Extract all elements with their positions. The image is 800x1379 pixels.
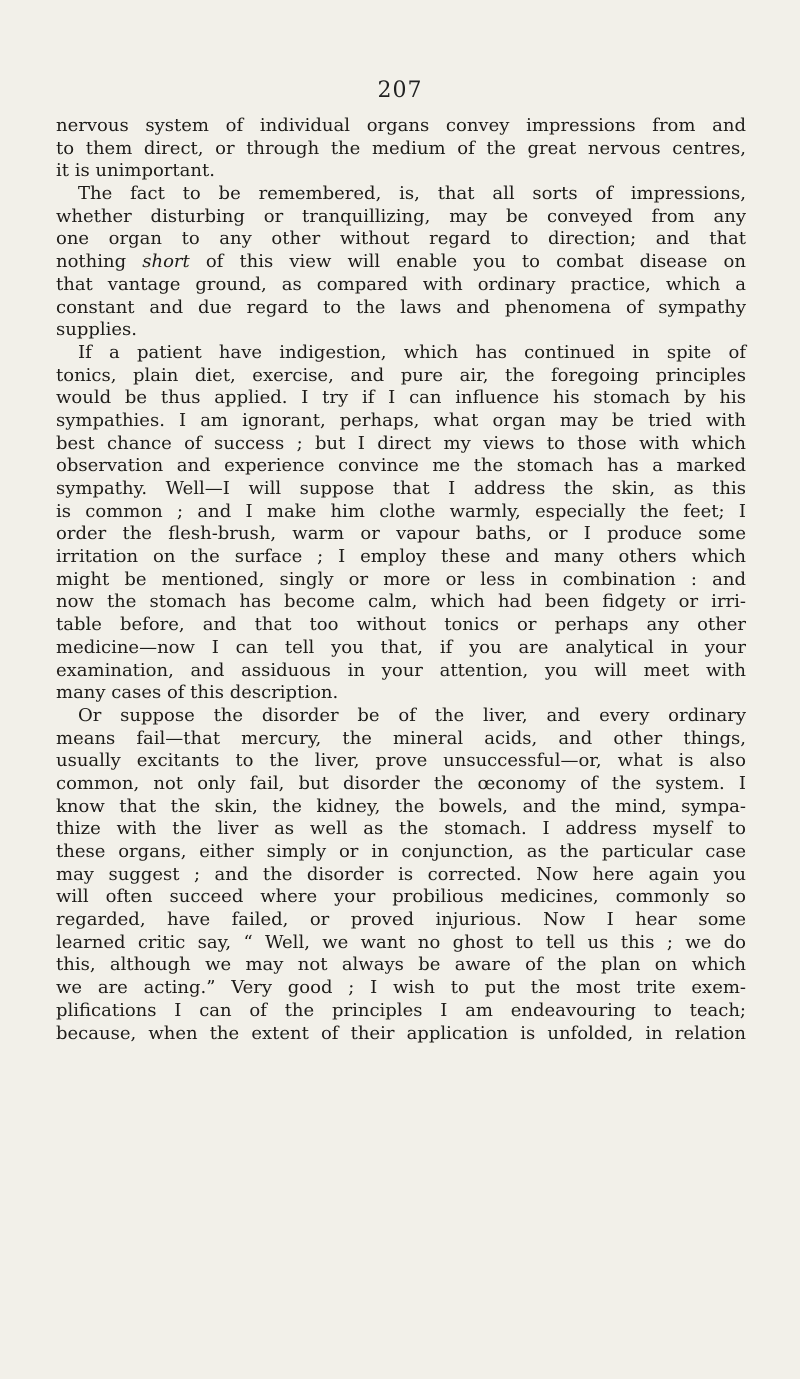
page-number: 207 [377,78,423,103]
text-line: will often succeed where your probilious medicines, commonly so [56,886,746,908]
text-span: nothing [56,251,143,273]
text-line: that vantage ground, as compared with ordinary practice, which a [56,273,746,295]
text-line: means fail—that mercury, the mineral acids, and other things, [56,727,746,749]
text-line: plifications I can of the principles I am endeavouring to teach; [56,999,746,1021]
text-line: order the flesh-brush, warm or vapour baths, or I produce some [56,523,746,545]
text-line: know that the skin, the kidney, the bowels, and the mind, sympa- [56,795,746,817]
text-line: these organs, either simply or in conjunction, as the particular case [56,841,746,862]
text-line: regarded, have failed, or proved injurious. Now I hear some [56,909,746,931]
text-line: may suggest ; and the disorder is corrected. Now here again you [56,863,746,885]
text-line: tonics, plain diet, exercise, and pure air, the foregoing principles [56,364,746,386]
text-line: supplies. [56,319,137,341]
text-line: Or suppose the disorder be of the liver, and every ordinary [78,704,746,726]
italic-emphasis: short [142,251,190,273]
text-line: best chance of success ; but I direct my views to those with which [56,432,746,454]
text-line: is common ; and I make him clothe warmly, especially the feet; I [56,500,746,522]
text-line: sympathy. Well—I will suppose that I address the skin, as this [56,478,746,499]
text-line: thize with the liver as well as the stomach. I address myself to [56,818,746,840]
text-line: because, when the extent of their application is unfolded, in relation [56,1022,746,1044]
text-line: usually excitants to the liver, prove unsuccessful—or, what is also [56,750,746,772]
text-line: it is unimportant. [56,160,215,182]
text-line: we are acting.” Very good ; I wish to put the most trite exem- [56,977,746,999]
text-line: medicine—now I can tell you that, if you are analytical in your [56,636,746,658]
body-text [56,115,746,1045]
text-line: examination, and assiduous in your attention, you will meet with [56,659,746,681]
text-line: common, not only fail, but disorder the œconomy of the system. I [56,772,746,794]
text-line: nervous system of individual organs convey impressions from and [56,115,746,136]
text-line: one organ to any other without regard to direction; and that [56,228,746,250]
text-line: learned critic say, “ Well, we want no ghost to tell us this ; we do [56,931,746,953]
text-line: would be thus applied. I try if I can influence his stomach by his [56,387,746,409]
text-line: sympathies. I am ignorant, perhaps, what organ may be tried with [56,409,746,431]
text-line: The fact to be remembered, is, that all sorts of impressions, [78,183,746,205]
text-line: this, although we may not always be aware of the plan on which [56,954,746,976]
text-line: constant and due regard to the laws and phenomena of sympathy [56,296,746,318]
text-line: many cases of this description. [56,682,339,704]
text-line: observation and experience convince me the stomach has a marked [56,455,746,477]
text-line: might be mentioned, singly or more or less in combination : and [56,568,746,590]
text-line: to them direct, or through the medium of the great nervous centres, [56,137,746,159]
text-line: whether disturbing or tranquillizing, may be conveyed from any [56,205,746,227]
text-span: of this view will enable you to combat disease on [189,251,746,273]
text-line: If a patient have indigestion, which has continued in spite of [78,341,746,363]
text-line: irritation on the surface ; I employ these and many others which [56,546,746,568]
text-line [56,251,746,274]
text-line: now the stomach has become calm, which had been fidgety or irri- [56,591,746,613]
text-line: table before, and that too without tonics or perhaps any other [56,614,746,636]
